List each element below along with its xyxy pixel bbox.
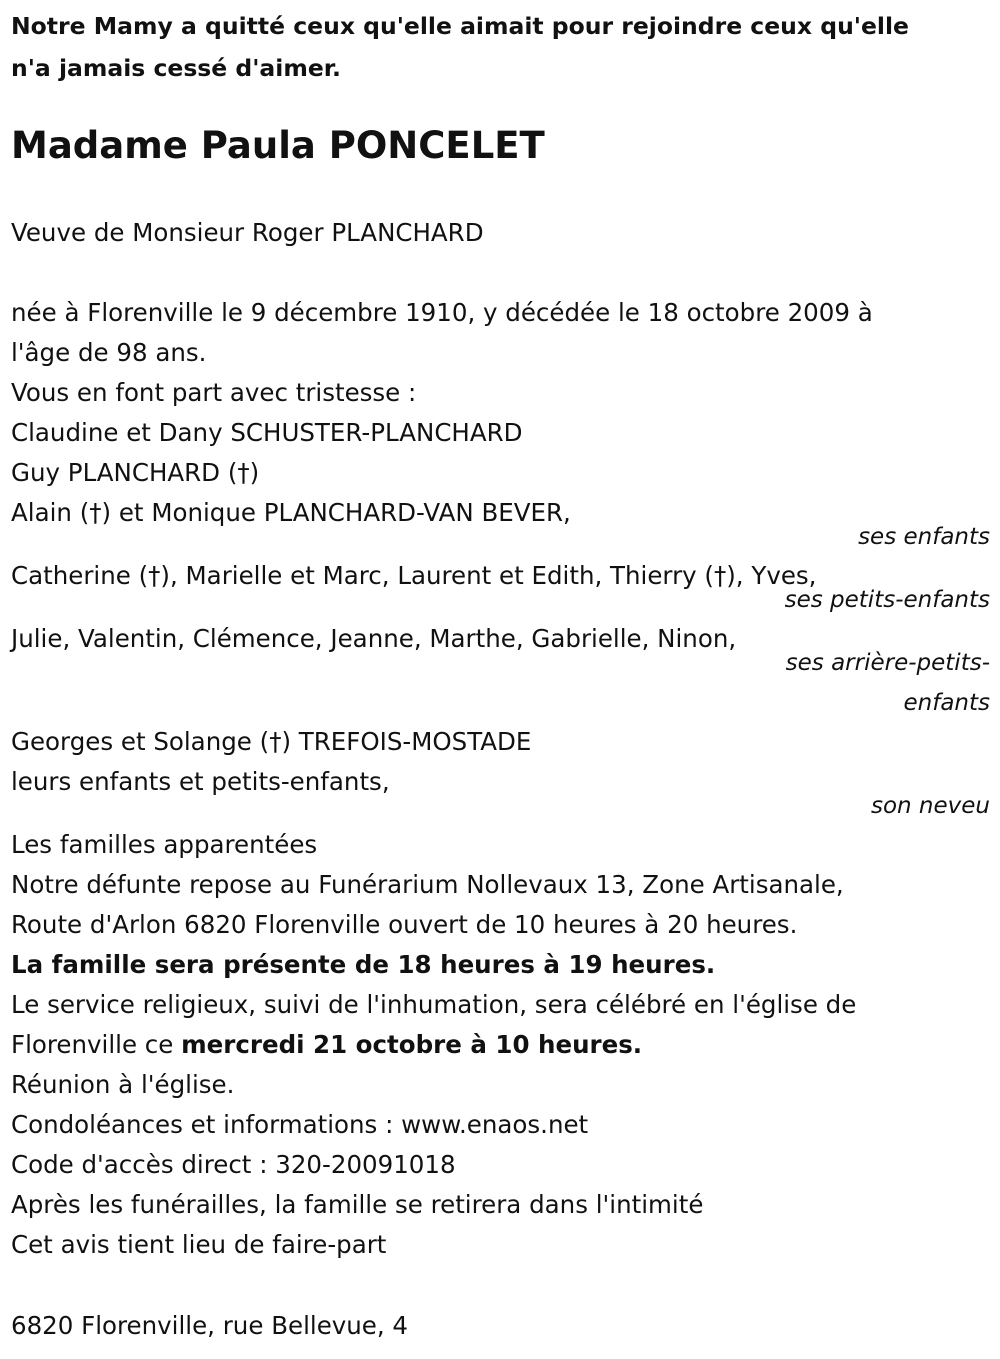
access-code-line: Code d'accès direct : 320-20091018 xyxy=(11,1150,456,1179)
quote-line-1: Notre Mamy a quitté ceux qu'elle aimait pour rejoindre ceux qu'elle xyxy=(11,12,909,40)
nephew-role: son neveu xyxy=(870,793,990,819)
meeting-line: Réunion à l'église. xyxy=(11,1070,235,1099)
great-grandchildren-role-1: ses arrière-petits- xyxy=(785,650,990,676)
after-funeral-line: Après les funérailles, la famille se retirera dans l'intimité xyxy=(11,1190,704,1219)
service-line-2-prefix: Florenville ce xyxy=(11,1030,182,1059)
great-grandchildren-role-2: enfants xyxy=(903,690,990,716)
notice-line: Cet avis tient lieu de faire-part xyxy=(11,1230,387,1259)
address-line: 6820 Florenville, rue Bellevue, 4 xyxy=(11,1311,409,1340)
grandchildren-line: Catherine (†), Marielle et Marc, Laurent et Edith, Thierry (†), Yves, xyxy=(11,561,817,590)
children-line-3: Alain (†) et Monique PLANCHARD-VAN BEVER, xyxy=(11,498,571,527)
children-role: ses enfants xyxy=(858,524,990,550)
widow-line: Veuve de Monsieur Roger PLANCHARD xyxy=(11,218,484,247)
condolences-line: Condoléances et informations : www.enaos.net xyxy=(11,1110,589,1139)
nephew-line-2: leurs enfants et petits-enfants, xyxy=(11,767,390,796)
quote-line-2: n'a jamais cessé d'aimer. xyxy=(11,54,341,82)
birth-line-2: l'âge de 98 ans. xyxy=(11,338,207,367)
children-line-2: Guy PLANCHARD (†) xyxy=(11,458,260,487)
rest-line-2: Route d'Arlon 6820 Florenville ouvert de 10 heures à 20 heures. xyxy=(11,910,798,939)
service-line-2 xyxy=(11,1030,642,1060)
grandchildren-role: ses petits-enfants xyxy=(784,587,990,613)
announce-line: Vous en font part avec tristesse : xyxy=(11,378,417,407)
families-line: Les familles apparentées xyxy=(11,830,318,859)
great-grandchildren-line: Julie, Valentin, Clémence, Jeanne, Marthe, Gabrielle, Ninon, xyxy=(11,624,737,653)
nephew-line-1: Georges et Solange (†) TREFOIS-MOSTADE xyxy=(11,727,532,756)
deceased-name: Madame Paula PONCELET xyxy=(11,124,545,167)
service-line-1: Le service religieux, suivi de l'inhumation, sera célébré en l'église de xyxy=(11,990,857,1019)
service-date-time: mercredi 21 octobre à 10 heures. xyxy=(181,1030,643,1059)
birth-line-1: née à Florenville le 9 décembre 1910, y décédée le 18 octobre 2009 à xyxy=(11,298,873,327)
rest-line-1: Notre défunte repose au Funérarium Nollevaux 13, Zone Artisanale, xyxy=(11,870,844,899)
presence-line: La famille sera présente de 18 heures à 19 heures. xyxy=(11,950,716,979)
children-line-1: Claudine et Dany SCHUSTER-PLANCHARD xyxy=(11,418,523,447)
